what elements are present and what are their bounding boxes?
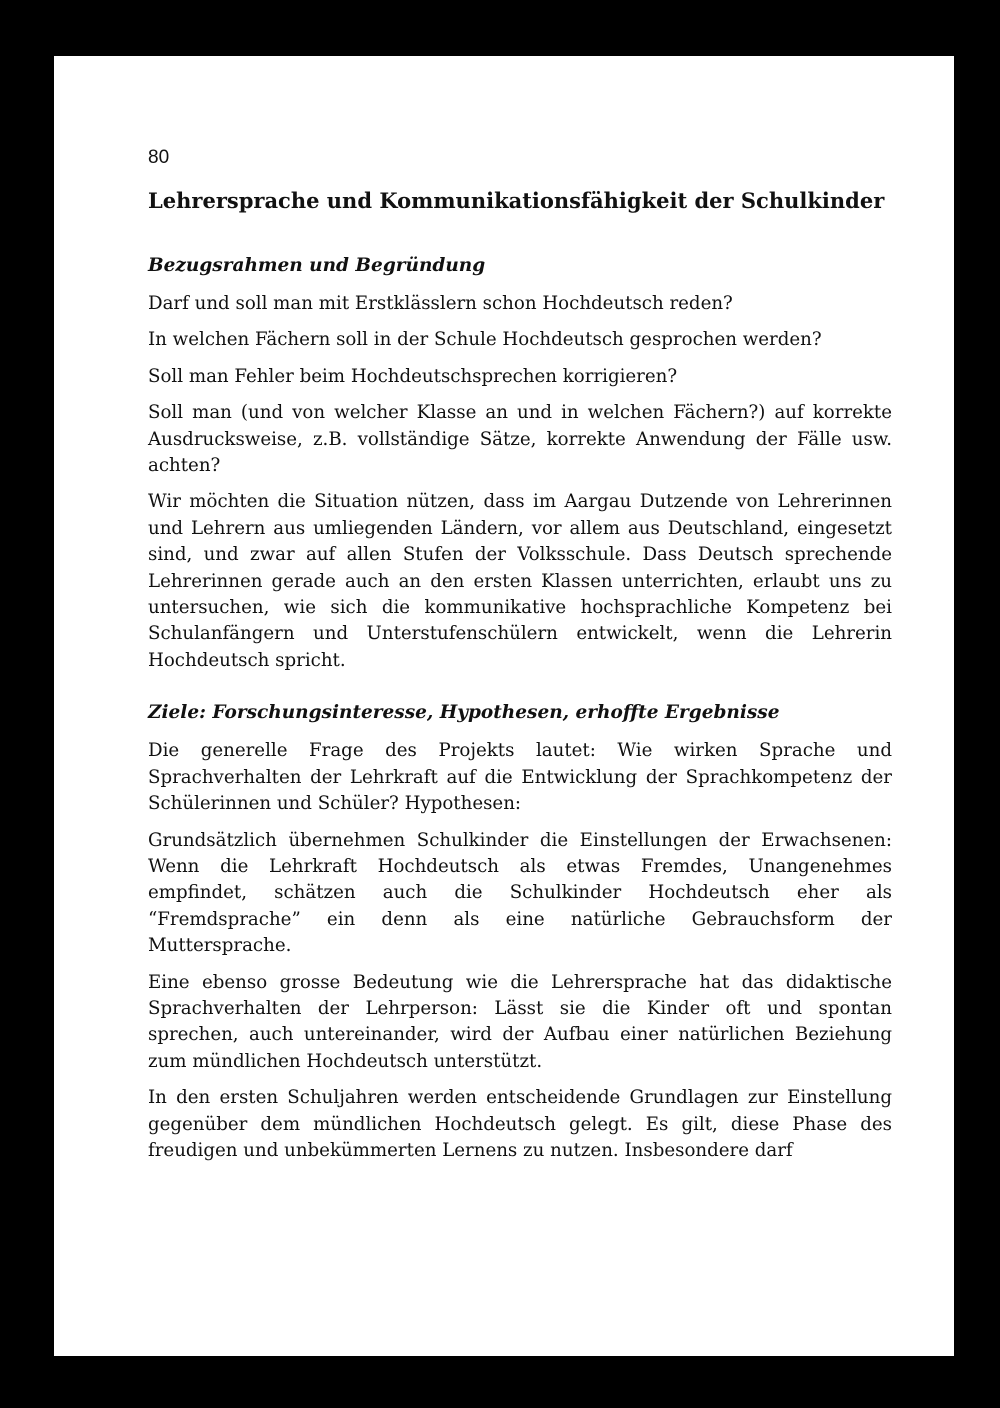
question-paragraph: Soll man (und von welcher Klasse an und in welchen Fächern?) auf korrekte Ausdrucksweise, z.B. vollständige Sätze, korrekte Anwendung der Fälle usw. achten? xyxy=(148,402,892,477)
question-paragraph: In welchen Fächern soll in der Schule Hochdeutsch gesprochen werden? xyxy=(148,329,822,351)
page-content xyxy=(148,146,892,1174)
question-paragraph: Soll man Fehler beim Hochdeutschsprechen korrigieren? xyxy=(148,365,678,387)
body-paragraph: Wir möchten die Situation nützen, dass im Aargau Dutzende von Lehrerinnen und Lehrern aus umliegenden Ländern, vor allem aus Deutschland, eingesetzt sind, und zwar auf allen Stufen der Volksschule. Dass Deutsch sprechende Lehrerinnen gerade auch an den ersten Klassen unterrichten, erlaubt uns zu untersuchen, wie sich die kommunikative hochsprachliche Kompetenz bei Schulanfängern und Unterstufenschülern entwickelt, wenn die Lehrerin Hochdeutsch spricht. xyxy=(148,491,892,671)
body-paragraph: Eine ebenso grosse Bedeutung wie die Lehrersprache hat das didaktische Sprachverhalten der Lehrperson: Lässt sie die Kinder oft und spontan sprechen, auch untereinander, wird der Aufbau einer natürlichen Beziehung zum mündlichen Hochdeutsch unterstützt. xyxy=(148,971,892,1072)
body-paragraph: Grundsätzlich übernehmen Schulkinder die Einstellungen der Erwachsenen: Wenn die Lehrkraft Hochdeutsch als etwas Fremdes, Unangenehmes empfindet, schätzen auch die Schulkinder Hochdeutsch eher als “Fremdsprache” ein denn als eine natürliche Gebrauchsform der Muttersprache. xyxy=(148,829,892,957)
body-paragraph: In den ersten Schuljahren werden entscheidende Grundlagen zur Einstellung gegenüber dem mündlichen Hochdeutsch gelegt. Es gilt, diese Phase des freudigen und unbekümmerten Lernens zu nutzen. Insbesondere darf xyxy=(148,1087,892,1161)
section-heading-ziele: Ziele: Forschungsinteresse, Hypothesen, erhoffte Ergebnisse xyxy=(148,702,780,724)
question-paragraph: Darf und soll man mit Erstklässlern schon Hochdeutsch reden? xyxy=(148,293,733,314)
chapter-title: Lehrersprache und Kommunikationsfähigkeit der Schulkinder xyxy=(148,188,885,213)
book-page xyxy=(54,56,954,1356)
section-heading-bezugsrahmen: Bezugsrahmen und Begründung xyxy=(148,255,486,276)
page-number: 80 xyxy=(148,147,170,168)
body-paragraph: Die generelle Frage des Projekts lautet: Wie wirken Sprache und Sprachverhalten der Lehrkraft auf die Entwicklung der Sprachkompetenz der Schülerinnen und Schüler? Hypothesen: xyxy=(148,740,892,815)
